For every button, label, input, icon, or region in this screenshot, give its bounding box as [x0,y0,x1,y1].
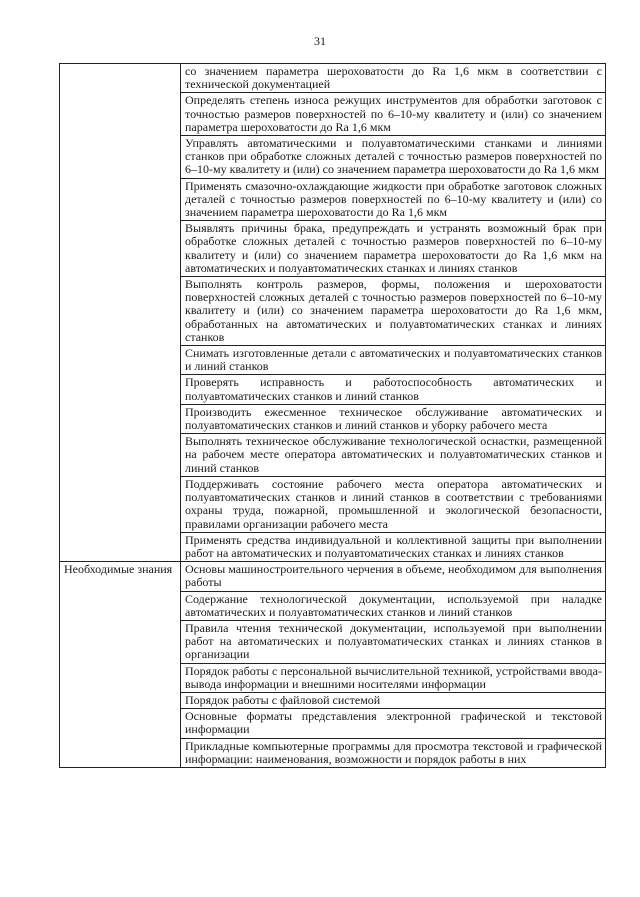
skill-item: Проверять исправность и работоспособность автоматических и полуавтоматических станков и линий станков [181,375,606,404]
knowledge-item: Основы машиностроительного черчения в объеме, необходимом для выполнения работы [181,562,606,591]
knowledge-label: Необходимые знания [60,562,181,768]
skill-item: Снимать изготовленные детали с автоматических и полуавтоматических станков и линий станков [181,346,606,375]
skill-item: со значением параметра шероховатости до Ra 1,6 мкм в соответствии с технической документацией [181,64,606,93]
skill-item: Выполнять контроль размеров, формы, положения и шероховатости поверхностей сложных деталей с точностью размеров поверхностей по 6–10-му квалитету и (или) со значением параметра шероховатости до Ra 1,6 мкм, обработанных на автоматических и полуавтоматических станках и линиях станков [181,277,606,346]
skill-item: Выполнять техническое обслуживание технологической оснастки, размещенной на рабочем месте оператора автоматических и полуавтоматических станков и линий станков [181,434,606,477]
knowledge-item: Порядок работы с персональной вычислительной техникой, устройствами ввода-вывода информации и внешними носителями информации [181,663,606,692]
skill-item: Поддерживать состояние рабочего места оператора автоматических и полуавтоматических станков и линий станков в соответствии с требованиями охраны труда, пожарной, промышленной и экологической безопасности, правилами организации рабочего места [181,476,606,532]
table-row [60,562,606,591]
knowledge-item: Прикладные компьютерные программы для просмотра текстовой и графической информации: наименования, возможности и порядок работы в них [181,738,606,767]
skill-item: Применять средства индивидуальной и коллективной защиты при выполнении работ на автоматических и полуавтоматических станках и линиях станков [181,532,606,561]
skill-item: Производить ежесменное техническое обслуживание автоматических и полуавтоматических станков и линий станков и уборку рабочего места [181,404,606,433]
knowledge-item: Основные форматы представления электронной графической и текстовой информации [181,709,606,738]
knowledge-item: Порядок работы с файловой системой [181,692,606,708]
page-number: 31 [314,34,326,48]
skills-label-cell [60,64,181,562]
table-row [60,64,606,93]
knowledge-item: Содержание технологической документации, используемой при наладке автоматических и полуавтоматических станков и линий станков [181,591,606,620]
skill-item: Управлять автоматическими и полуавтоматическими станками и линиями станков при обработке сложных деталей с точностью размеров поверхностей по 6–10-му квалитету и (или) со значением параметра шероховатости до Ra 1,6 мкм [181,136,606,179]
skill-item: Применять смазочно-охлаждающие жидкости при обработке заготовок сложных деталей с точностью размеров поверхностей по 6–10-му квалитету и (или) со значением параметра шероховатости до Ra 1,6 мкм [181,178,606,221]
skill-item: Выявлять причины брака, предупреждать и устранять возможный брак при обработке сложных деталей с точностью размеров поверхностей по 6–10-му квалитету и (или) со значением параметра шероховатости до Ra 1,6 мкм на автоматических и полуавтоматических станках и линиях станков [181,221,606,277]
knowledge-item: Правила чтения технической документации, используемой при выполнении работ на автоматических и полуавтоматических станках и линиях станков в организации [181,620,606,663]
skill-item: Определять степень износа режущих инструментов для обработки заготовок с точностью размеров поверхностей по 6–10-му квалитету и (или) со значением параметра шероховатости до Ra 1,6 мкм [181,93,606,136]
requirements-table [59,63,606,768]
